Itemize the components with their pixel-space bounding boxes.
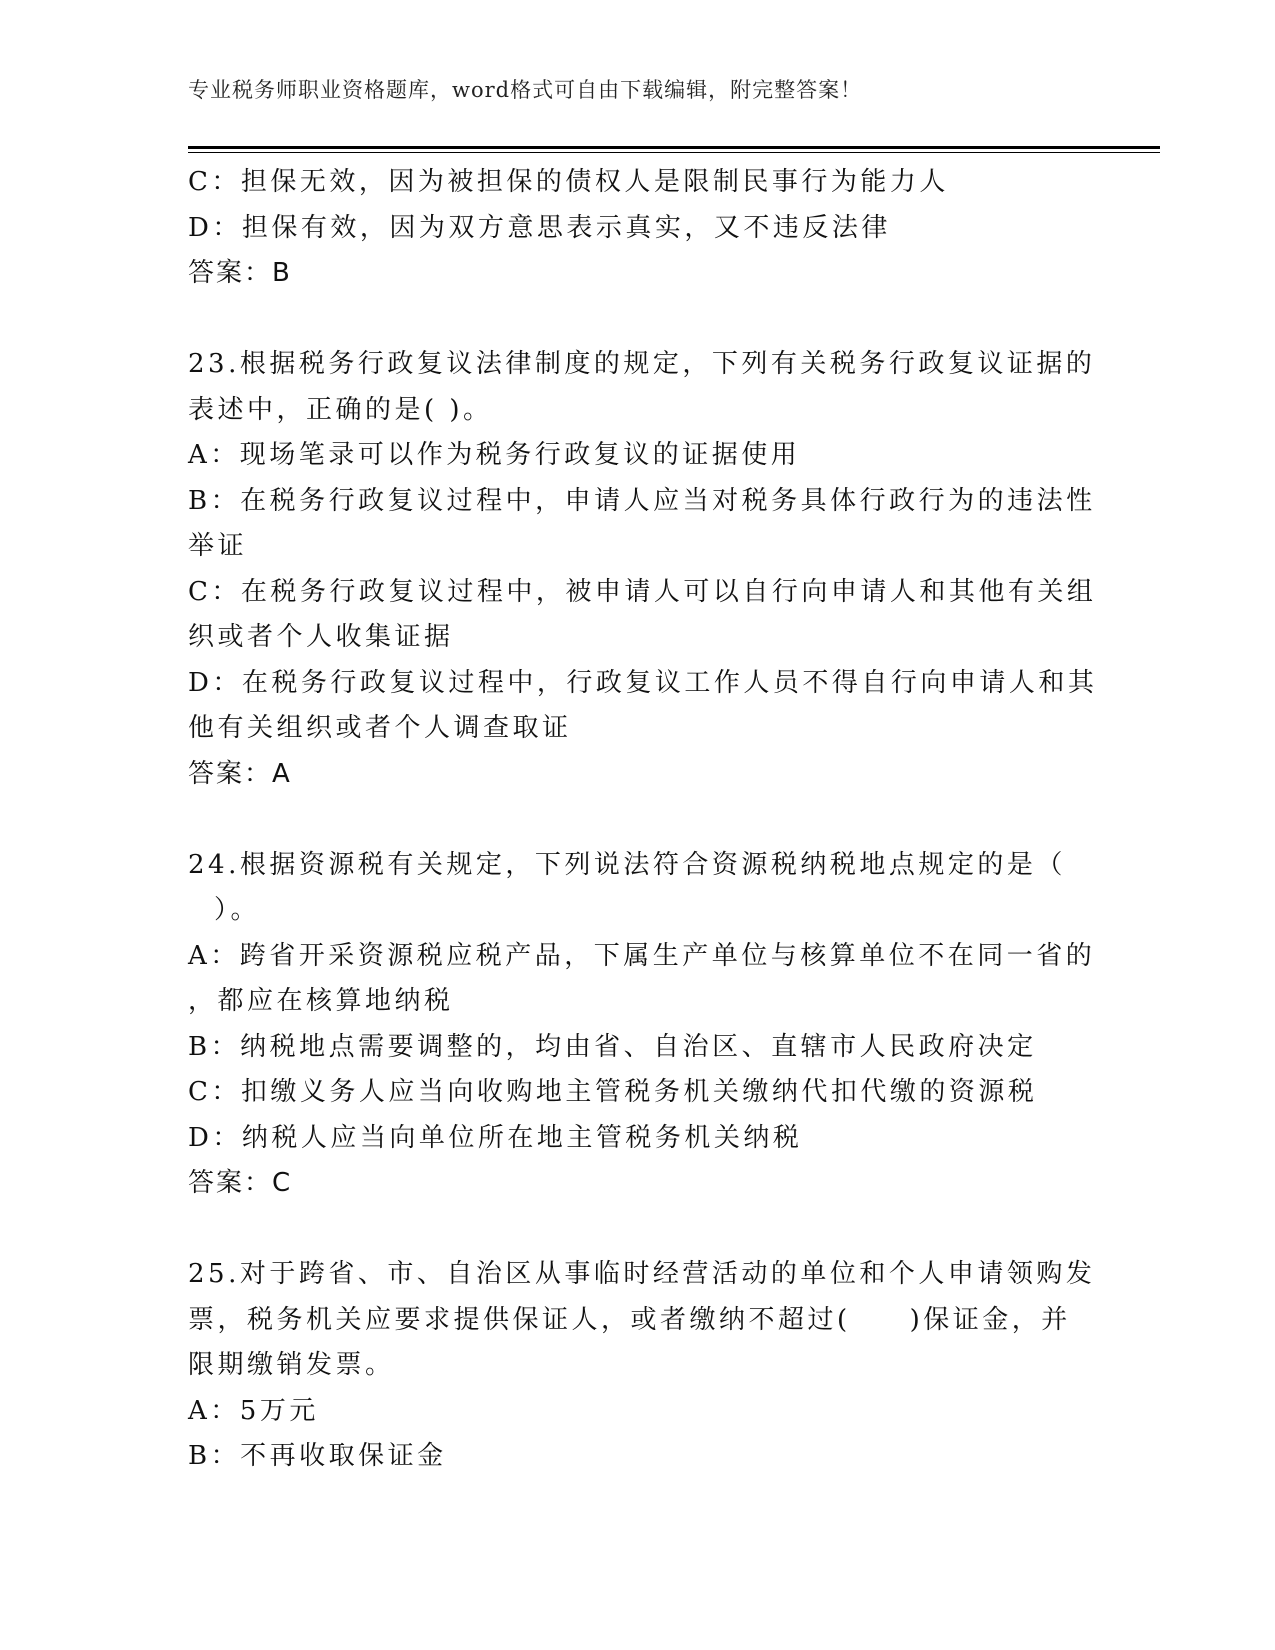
document-header: 专业税务师职业资格题库，word格式可自由下载编辑，附完整答案！ [188, 78, 863, 102]
option-a: A：跨省开采资源税应税产品，下属生产单位与核算单位不在同一省的 [188, 940, 1096, 971]
answer-label: 答案：B [188, 258, 292, 288]
header-rule-thick [188, 146, 1160, 149]
header-rule-thin [188, 152, 1160, 153]
document-body [188, 160, 1098, 1480]
option-a: A：现场笔录可以作为税务行政复议的证据使用 [188, 440, 801, 470]
question-stem-continued: ）。 [214, 895, 261, 925]
answer-label: 答案：A [188, 758, 292, 789]
option-d: D：在税务行政复议过程中，行政复议工作人员不得自行向申请人和其 [188, 667, 1098, 698]
question-24 [188, 843, 1096, 1207]
option-d-continued: 他有关组织或者个人调查取证 [188, 713, 572, 743]
option-b-continued: 举证 [188, 531, 248, 561]
question-stem-continued: 限期缴销发票。 [188, 1350, 395, 1380]
option-c: C：担保无效，因为被担保的债权人是限制民事行为能力人 [188, 167, 949, 197]
spacer [188, 1207, 1088, 1253]
option-b: B：纳税地点需要调整的，均由省、自治区、直辖市人民政府决定 [188, 1031, 1037, 1062]
question-stem: 24.根据资源税有关规定，下列说法符合资源税纳税地点规定的是（ [188, 849, 1066, 880]
option-c: C：扣缴义务人应当向收购地主管税务机关缴纳代扣代缴的资源税 [188, 1077, 1038, 1107]
option-c: C：在税务行政复议过程中，被申请人可以自行向申请人和其他有关组 [188, 576, 1097, 607]
option-c-continued: 织或者个人收集证据 [188, 622, 454, 652]
question-25 [188, 1252, 1096, 1480]
question-stem-continued: 票，税务机关应要求提供保证人，或者缴纳不超过( )保证金，并 [188, 1304, 1071, 1335]
answer-label: 答案：C [188, 1168, 293, 1198]
previous-question-tail [188, 160, 1088, 297]
question-stem: 25.对于跨省、市、自治区从事临时经营活动的单位和个人申请领购发 [188, 1259, 1096, 1289]
question-stem: 表述中，正确的是( )。 [188, 394, 493, 425]
spacer [188, 297, 1088, 343]
option-b: B：不再收取保证金 [188, 1441, 447, 1471]
question-stem: 23.根据税务行政复议法律制度的规定，下列有关税务行政复议证据的 [188, 349, 1096, 379]
question-23 [188, 342, 1098, 797]
option-d: D：担保有效，因为双方意思表示真实，又不违反法律 [188, 212, 891, 243]
option-d: D：纳税人应当向单位所在地主管税务机关纳税 [188, 1122, 803, 1153]
option-a: A：5万元 [188, 1395, 319, 1426]
option-a-continued: ，都应在核算地纳税 [188, 986, 454, 1016]
option-b: B：在税务行政复议过程中，申请人应当对税务具体行政行为的违法性 [188, 485, 1096, 516]
spacer [188, 797, 1088, 843]
